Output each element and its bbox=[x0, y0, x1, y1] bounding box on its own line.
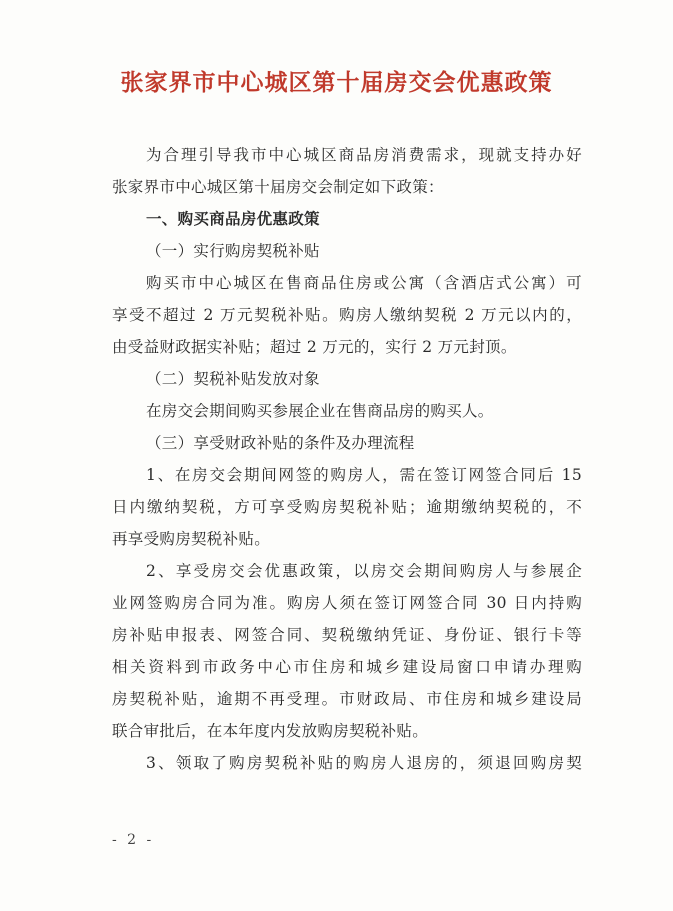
subsection-heading-1: （一）实行购房契税补贴 bbox=[146, 242, 320, 260]
section-heading-1: 一、购买商品房优惠政策 bbox=[146, 209, 320, 228]
subsection-heading-3: （三）享受财政补贴的条件及办理流程 bbox=[146, 434, 415, 452]
paragraph-subsidy-line-3: 由受益财政据实补贴；超过 2 万元的，实行 2 万元封顶。 bbox=[112, 338, 517, 356]
item-2-line-4: 相关资料到市政务中心市住房和城乡建设局窗口申请办理购 bbox=[112, 658, 582, 676]
item-2-line-2: 业网签购房合同为准。购房人须在签订网签合同 30 日内持购 bbox=[112, 594, 582, 612]
item-2-line-3: 房补贴申报表、网签合同、契税缴纳凭证、身份证、银行卡等 bbox=[112, 626, 582, 644]
item-1-line-2: 日内缴纳契税，方可享受购房契税补贴；逾期缴纳契税的，不 bbox=[112, 498, 582, 516]
paragraph-intro-line-2: 张家界市中心城区第十届房交会制定如下政策： bbox=[112, 178, 444, 196]
subsection-heading-2: （二）契税补贴发放对象 bbox=[146, 370, 320, 388]
paragraph-recipients-line-1: 在房交会期间购买参展企业在售商品房的购买人。 bbox=[146, 402, 494, 420]
item-2-line-5: 房契税补贴，逾期不再受理。市财政局、市住房和城乡建设局 bbox=[112, 690, 582, 708]
item-2-line-6: 联合审批后，在本年度内发放购房契税补贴。 bbox=[112, 722, 429, 740]
paragraph-subsidy-line-2: 享受不超过 2 万元契税补贴。购房人缴纳契税 2 万元以内的， bbox=[112, 306, 582, 324]
item-1-line-1: 1、在房交会期间网签的购房人，需在签订网签合同后 15 bbox=[146, 466, 582, 484]
page-number: - 2 - bbox=[112, 832, 155, 848]
paragraph-subsidy-line-1: 购买市中心城区在售商品住房或公寓（含酒店式公寓）可 bbox=[146, 274, 582, 292]
item-2-line-1: 2、享受房交会优惠政策，以房交会期间购房人与参展企 bbox=[146, 562, 582, 580]
document-title: 张家界市中心城区第十届房交会优惠政策 bbox=[120, 69, 553, 96]
item-3-line-1: 3、领取了购房契税补贴的购房人退房的，须退回购房契 bbox=[146, 754, 582, 772]
paragraph-intro-line-1: 为合理引导我市中心城区商品房消费需求，现就支持办好 bbox=[146, 146, 582, 164]
item-1-line-3: 再享受购房契税补贴。 bbox=[112, 530, 271, 548]
